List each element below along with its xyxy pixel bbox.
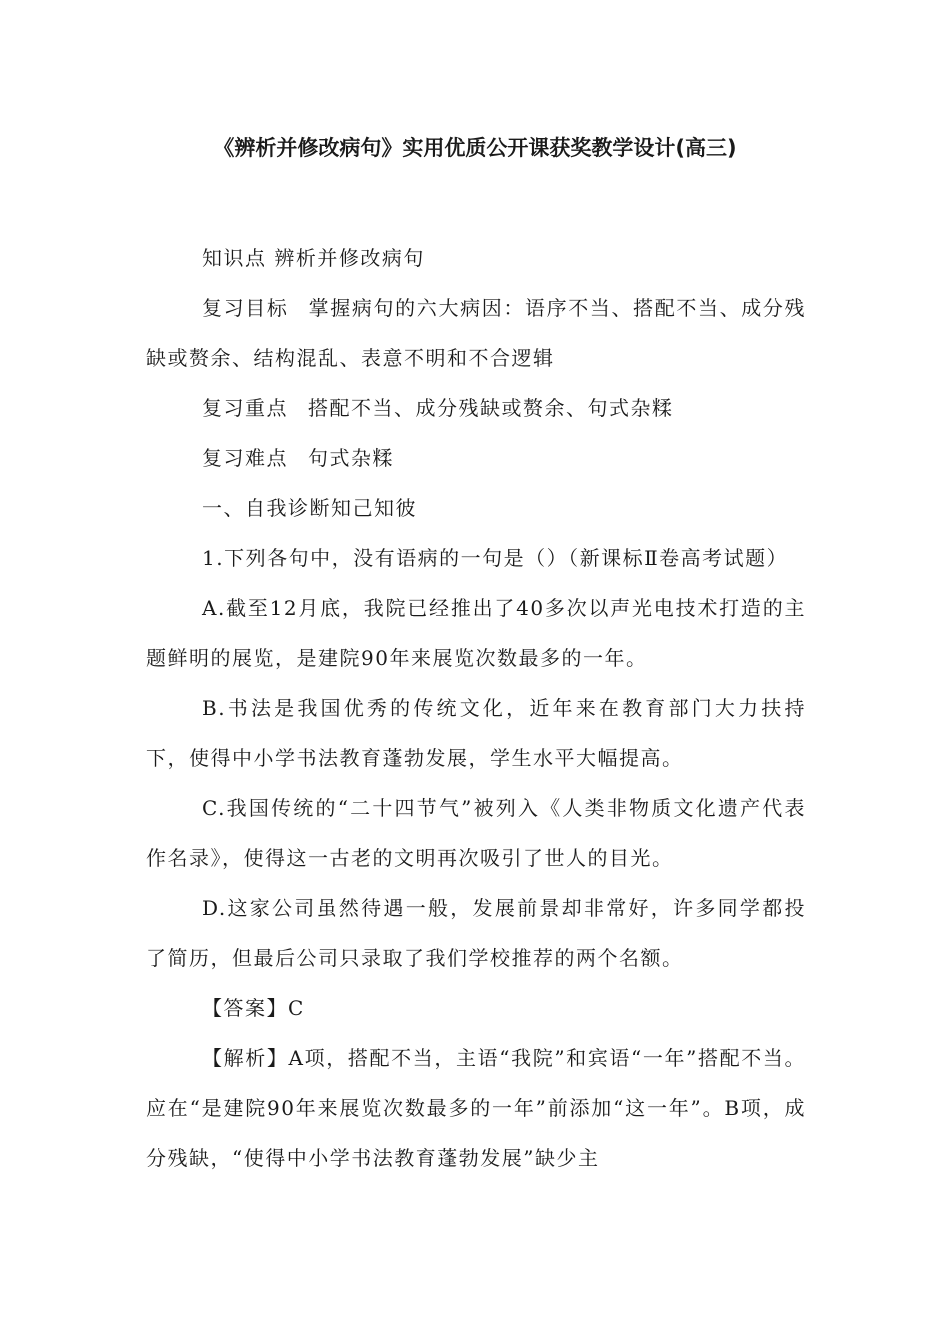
knowledge-value: 辨析并修改病句 xyxy=(274,246,425,270)
analysis xyxy=(146,1033,806,1183)
difficulty-label: 复习难点 xyxy=(202,446,288,470)
option-b: B.书法是我国优秀的传统文化，近年来在教育部门大力扶持下，使得中小学书法教育蓬勃发展，学生水平大幅提高。 xyxy=(146,696,806,770)
document-title: 《辨析并修改病句》实用优质公开课获奖教学设计(高三) xyxy=(213,136,737,160)
goal-label: 复习目标 xyxy=(202,296,289,320)
goal-value: 掌握病句的六大病因：语序不当、搭配不当、成分残缺或赘余、结构混乱、表意不明和不合逻辑 xyxy=(146,296,807,370)
question-1: 1.下列各句中，没有语病的一句是（）（新课标Ⅱ卷高考试题） xyxy=(202,546,789,570)
review-focus xyxy=(146,383,806,433)
difficulty-value: 句式杂糅 xyxy=(308,446,394,470)
analysis-label: 【解析】 xyxy=(202,1046,289,1070)
document-body xyxy=(146,233,806,1183)
focus-value: 搭配不当、成分残缺或赘余、句式杂糅 xyxy=(308,396,674,420)
analysis-value: A项，搭配不当，主语“我院”和宾语“一年”搭配不当。应在“是建院90年来展览次数最多的一年”前添加“这一年”。B项，成分残缺，“使得中小学书法教育蓬勃发展”缺少主 xyxy=(146,1046,807,1170)
option-d: D.这家公司虽然待遇一般，发展前景却非常好，许多同学都投了简历，但最后公司只录取了我们学校推荐的两个名额。 xyxy=(146,896,806,970)
review-goal xyxy=(146,283,806,383)
focus-label: 复习重点 xyxy=(202,396,288,420)
answer xyxy=(146,983,806,1033)
section-heading: 一、自我诊断知己知彼 xyxy=(202,496,417,520)
knowledge-point xyxy=(146,233,806,283)
knowledge-label: 知识点 xyxy=(202,246,267,270)
review-difficulty xyxy=(146,433,806,483)
option-c: C.我国传统的“二十四节气”被列入《人类非物质文化遗产代表作名录》，使得这一古老的文明再次吸引了世人的目光。 xyxy=(146,796,806,870)
answer-label: 【答案】 xyxy=(202,996,288,1020)
option-a: A.截至12月底，我院已经推出了40多次以声光电技术打造的主题鲜明的展览，是建院90年来展览次数最多的一年。 xyxy=(146,596,806,670)
answer-value: C xyxy=(288,996,305,1020)
